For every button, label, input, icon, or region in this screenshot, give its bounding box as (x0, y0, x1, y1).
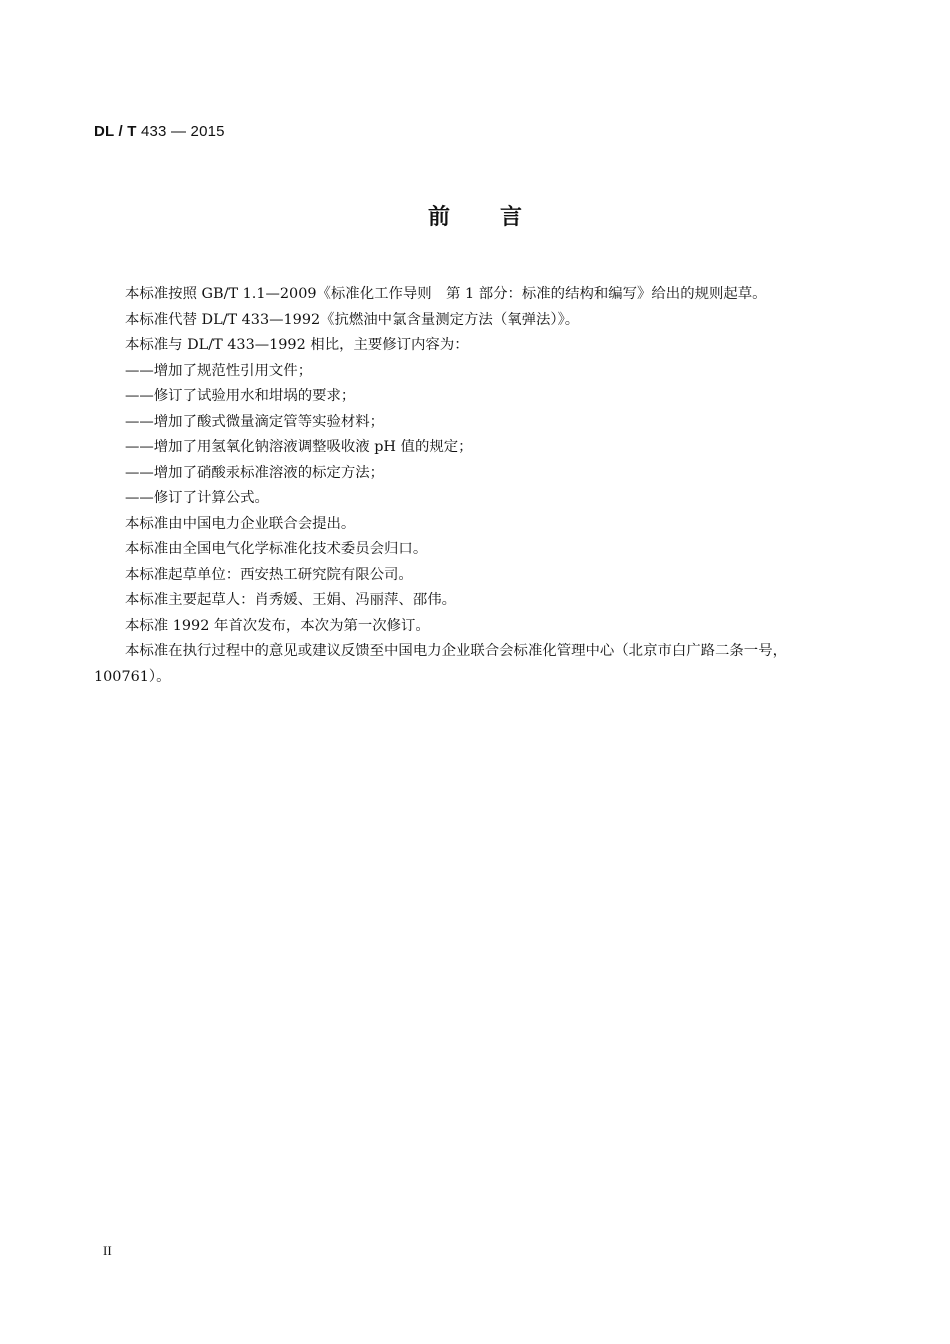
paragraph-drafters: 本标准主要起草人：肖秀媛、王娟、冯丽萍、邵伟。 (125, 592, 456, 608)
paragraph-proposed-by: 本标准由中国电力企业联合会提出。 (125, 515, 356, 532)
document-code-prefix: DL / T (94, 123, 137, 140)
paragraph-managed-by: 本标准由全国电气化学标准化技术委员会归口。 (125, 541, 428, 557)
paragraph-feedback: 本标准在执行过程中的意见或建议反馈至中国电力企业联合会标准化管理中心（北京市白广路二条一号，100761）。 (94, 643, 787, 685)
list-item-revision: ——增加了用氢氧化钠溶液调整吸收液 pH 值的规定； (125, 439, 473, 455)
page-number: II (103, 1243, 112, 1258)
list-item-revision: ——修订了计算公式。 (125, 490, 269, 506)
list-item-revision: ——增加了规范性引用文件； (125, 362, 313, 379)
section-title: 前言 (427, 205, 572, 230)
paragraph-drafting-unit: 本标准起草单位：西安热工研究院有限公司。 (125, 566, 413, 583)
list-item-revision: ——修订了试验用水和坩埚的要求； (125, 388, 356, 404)
paragraph-drafting-rules: 本标准按照 GB/T 1.1—2009《标准化工作导则 第 1 部分：标准的结构和编写》给出的规则起草。 (125, 286, 767, 302)
list-item-revision: ——增加了硝酸汞标准溶液的标定方法； (125, 464, 385, 481)
paragraph-replaces: 本标准代替 DL/T 433—1992《抗燃油中氯含量测定方法（氧弹法）》。 (125, 311, 580, 328)
paragraph-revisions-intro: 本标准与 DL/T 433—1992 相比，主要修订内容为： (125, 337, 469, 353)
foreword-body (94, 282, 856, 690)
document-code-number: 433 — 2015 (136, 123, 225, 140)
list-item-revision: ——增加了酸式微量滴定管等实验材料； (125, 413, 385, 430)
paragraph-history: 本标准 1992 年首次发布，本次为第一次修订。 (125, 617, 430, 634)
document-code (94, 122, 225, 142)
